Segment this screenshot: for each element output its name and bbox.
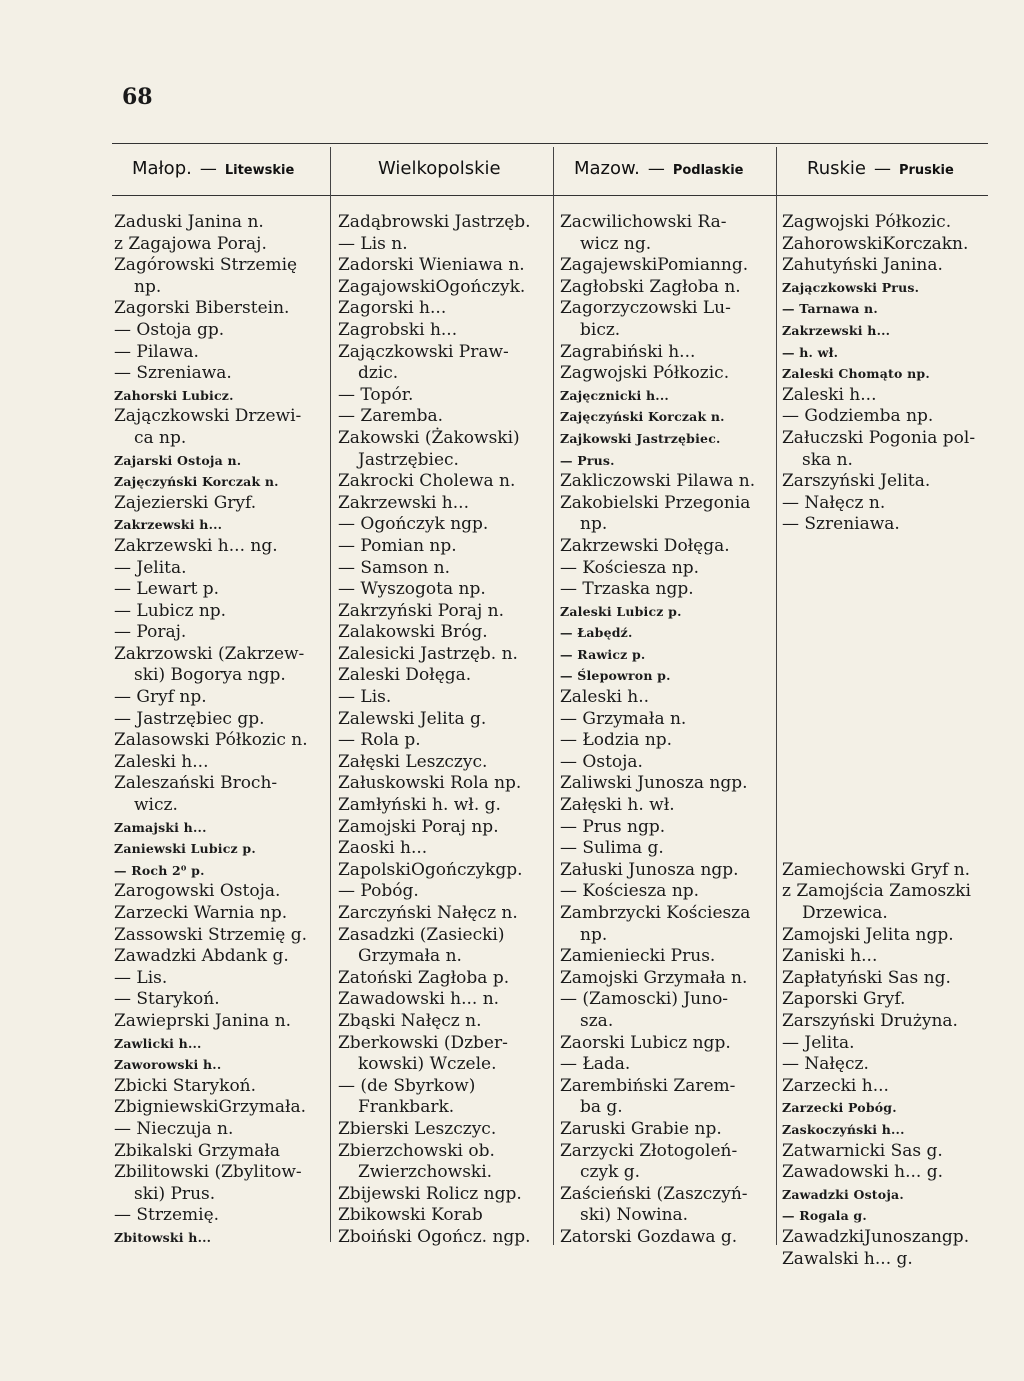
surname-entry: Zamojski Poraj np. — [338, 816, 499, 837]
surname-entry: Zarszyński Jelita. — [782, 471, 931, 492]
surname-entry: Zajarski Ostoja n. — [114, 452, 242, 468]
surname-entry: Zarzecki Warnia np. — [114, 903, 288, 923]
surname-entry: Zakrzewski h... — [782, 322, 891, 338]
surname-entry: — Nałęcz. — [782, 1054, 869, 1075]
surname-entry: Zarzycki Złotogoleń- — [560, 1140, 738, 1161]
column-gap — [782, 709, 988, 731]
surname-entry: — Samson n. — [338, 557, 450, 578]
surname-entry: Zajęczyński Korczak n. — [560, 409, 725, 425]
column-gap — [782, 601, 988, 623]
surname-entry: Zaoski h... — [338, 838, 428, 859]
surname-entry: Zajęczyński Korczak n. — [114, 474, 279, 490]
surname-entry: Zatoński Zagłoba p. — [338, 967, 510, 988]
surname-entry: — Grzymała n. — [560, 708, 687, 729]
surname-entry: Zarszyński Drużyna. — [782, 1010, 958, 1031]
column-gap — [782, 622, 988, 644]
surname-entry: ska n. — [802, 449, 853, 470]
surname-entry: Zaorski Lubicz ngp. — [560, 1032, 731, 1053]
surname-entry: Zaporski Gryf. — [782, 989, 906, 1010]
column-gap — [782, 773, 988, 795]
surname-entry: — Godziemba np. — [782, 406, 934, 427]
surname-entry: — Szreniawa. — [782, 514, 900, 535]
page-number: 68 — [122, 84, 153, 110]
surname-entry: — (de Sbyrkow) — [338, 1075, 476, 1096]
surname-entry: Zajezierski Gryf. — [114, 492, 257, 513]
surname-entry: Zbicki Starykoń. — [114, 1075, 257, 1096]
surname-entry: ski) Prus. — [134, 1183, 216, 1204]
column-header-4 — [807, 158, 954, 188]
surname-column-mazowieckie — [560, 212, 772, 1249]
column-gap — [782, 558, 988, 580]
header-dash: — — [873, 159, 891, 179]
surname-entry: — Łabędź. — [560, 625, 633, 641]
surname-entry: — Pobóg. — [338, 881, 419, 902]
surname-entry: — Tarnawa n. — [782, 301, 878, 317]
surname-entry: Zahorski Lubicz. — [114, 387, 234, 403]
header-sub: Podlaskie — [672, 163, 744, 178]
surname-entry: Zbijewski Rolicz ngp. — [338, 1183, 522, 1204]
surname-entry: Zatorski Gozdawa g. — [560, 1226, 738, 1247]
surname-entry: ZagajewskiPomianng. — [560, 255, 749, 276]
surname-entry: — Gryf np. — [114, 687, 207, 708]
surname-entry: — (Zamoscki) Juno- — [560, 989, 729, 1010]
surname-entry: Zakrzyński Poraj n. — [338, 600, 505, 621]
surname-entry: Jastrzębiec. — [358, 449, 459, 470]
surname-entry: — Lis n. — [338, 233, 408, 254]
surname-entry: Zaleski Lubicz p. — [560, 603, 682, 619]
surname-entry: — Nieczuja n. — [114, 1118, 234, 1139]
header-dash: — — [647, 159, 665, 179]
column-gap — [782, 817, 988, 839]
surname-entry: Zalakowski Bróg. — [338, 622, 488, 643]
surname-entry: Zagrabiński h... — [560, 341, 696, 362]
surname-entry: Zarembiński Zarem- — [560, 1075, 736, 1096]
surname-entry: Zbitowski h... — [114, 1229, 212, 1245]
header-sub: Litewskie — [224, 163, 295, 178]
surname-entry: Drzewica. — [802, 903, 888, 923]
surname-entry: Zamieniecki Prus. — [560, 946, 716, 967]
surname-entry: — Ogończyk ngp. — [338, 514, 489, 535]
surname-entry: Zalewski Jelita g. — [338, 708, 487, 729]
surname-entry: Zbierzchowski ob. — [338, 1140, 495, 1161]
column-divider — [330, 147, 331, 1242]
surname-entry: czyk g. — [580, 1162, 641, 1183]
surname-entry: — Jastrzębiec gp. — [114, 708, 265, 729]
surname-entry: Zarogowski Ostoja. — [114, 881, 281, 902]
surname-entry: — Ślepowron p. — [560, 668, 671, 684]
surname-entry: ZagajowskiOgończyk. — [338, 276, 526, 297]
surname-entry: Zaleski h.. — [560, 687, 650, 708]
surname-entry: np. — [134, 276, 162, 297]
surname-entry: — Szreniawa. — [114, 363, 232, 384]
surname-entry: Zagrobski h... — [338, 319, 458, 340]
surname-entry: Zambrzycki Kościesza — [560, 903, 751, 923]
surname-entry: np. — [580, 924, 608, 945]
surname-entry: Zamojski Grzymała n. — [560, 967, 748, 988]
surname-entry: Zamajski h... — [114, 819, 207, 835]
surname-entry: — Lewart p. — [114, 579, 220, 600]
surname-entry: Zbąski Nałęcz n. — [338, 1010, 482, 1031]
surname-entry: Zahutyński Janina. — [782, 255, 943, 276]
surname-entry: — Lis. — [338, 687, 392, 708]
surname-entry: np. — [580, 514, 608, 535]
surname-entry: sza. — [580, 1010, 614, 1031]
column-header-3 — [574, 158, 743, 188]
surname-entry: Zaścieński (Zaszczyń- — [560, 1183, 748, 1204]
surname-entry: Zawadzki Abdank g. — [114, 946, 289, 967]
column-gap — [782, 644, 988, 666]
surname-entry: — Lubicz np. — [114, 600, 227, 621]
surname-entry: — Trzaska ngp. — [560, 579, 694, 600]
surname-entry: — Prus ngp. — [560, 816, 666, 837]
surname-entry: Załęski Leszczyc. — [338, 751, 488, 772]
surname-entry: Zberkowski (Dzber- — [338, 1032, 508, 1053]
surname-entry: — Łada. — [560, 1054, 631, 1075]
surname-entry: Zakowski (Żakowski) — [338, 427, 520, 448]
column-header-1 — [132, 158, 294, 188]
surname-entry: — Jelita. — [782, 1032, 855, 1053]
surname-entry: Zawadowski h... n. — [338, 989, 500, 1010]
surname-entry: Załuskowski Rola np. — [338, 773, 522, 794]
surname-entry: Zawadowski h... g. — [782, 1162, 944, 1183]
surname-entry: Zbikowski Korab — [338, 1205, 483, 1226]
surname-entry: Zamojski Jelita ngp. — [782, 924, 954, 945]
surname-entry: Zadorski Wieniawa n. — [338, 255, 525, 276]
surname-entry: Zawlicki h... — [114, 1035, 202, 1051]
surname-entry: — Topór. — [338, 384, 414, 405]
column-gap — [782, 838, 988, 860]
column-gap — [782, 536, 988, 558]
column-gap — [782, 752, 988, 774]
surname-entry: Zaleski Dołęga. — [338, 665, 472, 686]
surname-entry: Zagwojski Półkozic. — [560, 363, 730, 384]
surname-entry: — h. wł. — [782, 344, 839, 360]
surname-entry: Zaworowski h.. — [114, 1057, 222, 1073]
surname-entry: — Wyszogota np. — [338, 579, 486, 600]
surname-entry: Zaleski h... — [114, 751, 209, 772]
header-dash: — — [199, 159, 217, 179]
surname-entry: Zakrocki Cholewa n. — [338, 471, 516, 492]
top-rule — [112, 143, 988, 144]
surname-entry: Zagórowski Strzemię — [114, 255, 298, 276]
surname-entry: Zassowski Strzemię g. — [114, 924, 307, 945]
surname-entry: Zwierzchowski. — [358, 1162, 493, 1183]
surname-entry: Zakrzewski h... — [338, 492, 469, 513]
surname-entry: Zaleski h... — [782, 384, 877, 405]
surname-entry: Zawadzki Ostoja. — [782, 1186, 904, 1202]
surname-entry: Zapłatyński Sas ng. — [782, 967, 951, 988]
surname-entry: Zaskoczyński h... — [782, 1121, 905, 1137]
surname-entry: Zakrzewski Dołęga. — [560, 535, 730, 556]
surname-entry: — Pomian np. — [338, 535, 457, 556]
surname-entry: Zbierski Leszczyc. — [338, 1118, 497, 1139]
surname-entry: z Zagajowa Poraj. — [114, 233, 267, 254]
surname-entry: — Zaremba. — [338, 406, 444, 427]
surname-entry: Zakrzewski h... ng. — [114, 535, 278, 556]
surname-entry: Zaduski Janina n. — [114, 212, 264, 232]
surname-entry: — Łodzia np. — [560, 730, 673, 751]
surname-entry: Zadąbrowski Jastrzęb. — [338, 212, 531, 232]
surname-entry: Zalasowski Półkozic n. — [114, 730, 308, 751]
surname-entry: — Rola p. — [338, 730, 421, 751]
surname-entry: Zakrzowski (Zakrzew- — [114, 643, 305, 664]
surname-entry: Zakobielski Przegonia — [560, 492, 751, 513]
surname-entry: ZahorowskiKorczakn. — [782, 233, 969, 254]
surname-entry: Załęski h. wł. — [560, 795, 675, 816]
surname-entry: ba g. — [580, 1097, 623, 1118]
surname-entry: Zamiechowski Gryf n. — [782, 859, 971, 880]
surname-entry: ca np. — [134, 427, 187, 448]
column-header-2 — [378, 158, 501, 188]
surname-entry: z Zamojścia Zamoszki — [782, 881, 971, 902]
surname-entry: wicz ng. — [580, 233, 652, 254]
surname-entry: — Pilawa. — [114, 341, 199, 362]
surname-entry: Zatwarnicki Sas g. — [782, 1140, 943, 1161]
surname-entry: Zaniewski Lubicz p. — [114, 841, 256, 857]
surname-entry: Zaleszański Broch- — [114, 773, 278, 794]
surname-entry: ZawadzkiJunoszangp. — [782, 1226, 970, 1247]
column-gap — [782, 795, 988, 817]
surname-entry: Grzymała n. — [358, 946, 462, 967]
header-main: Ruskie — [807, 158, 866, 179]
surname-entry: Zarzecki Pobóg. — [782, 1100, 897, 1116]
surname-entry: Załuski Junosza ngp. — [560, 859, 739, 880]
surname-entry: Zbikalski Grzymała — [114, 1140, 281, 1161]
surname-entry: dzic. — [358, 363, 399, 384]
surname-entry: Zalesicki Jastrzęb. n. — [338, 643, 518, 664]
header-sub: Pruskie — [898, 163, 954, 178]
surname-entry: bicz. — [580, 319, 621, 340]
surname-entry: Zajączkowski Prus. — [782, 279, 920, 295]
surname-entry: kowski) Wczele. — [358, 1054, 497, 1075]
surname-entry: — Rawicz p. — [560, 646, 646, 662]
column-gap — [782, 730, 988, 752]
surname-entry: Zarczyński Nałęcz n. — [338, 903, 518, 923]
surname-entry: Zacwilichowski Ra- — [560, 212, 727, 232]
surname-entry: Frankbark. — [358, 1097, 455, 1118]
surname-entry: — Ostoja. — [560, 751, 643, 772]
surname-entry: — Roch 2⁰ p. — [114, 862, 205, 878]
surname-entry: — Kościesza np. — [560, 557, 700, 578]
surname-entry: Zaniski h... — [782, 946, 878, 967]
surname-entry: Zawalski h... g. — [782, 1248, 913, 1269]
surname-entry: Zakrzewski h... — [114, 517, 223, 533]
surname-entry: Zajączkowski Drzewi- — [114, 406, 302, 427]
surname-entry: — Starykoń. — [114, 989, 220, 1010]
column-divider — [553, 147, 554, 1245]
surname-entry: ski) Nowina. — [580, 1205, 689, 1226]
surname-entry: Zagłobski Zagłoba n. — [560, 276, 741, 297]
surname-entry: — Sulima g. — [560, 838, 664, 859]
surname-entry: Zaliwski Junosza ngp. — [560, 773, 748, 794]
surname-entry: Zaleski Chomąto np. — [782, 366, 930, 382]
header-main: Mazow. — [574, 158, 640, 179]
surname-entry: — Poraj. — [114, 622, 187, 643]
surname-entry: Zaruski Grabie np. — [560, 1118, 722, 1139]
surname-column-malopolskie — [114, 212, 326, 1249]
surname-entry: Zagorski h... — [338, 298, 447, 319]
header-rule — [112, 195, 988, 196]
surname-entry: — Kościesza np. — [560, 881, 700, 902]
surname-entry: ZapolskiOgończykgp. — [338, 859, 523, 880]
column-gap — [782, 665, 988, 687]
surname-entry: Zagorski Biberstein. — [114, 298, 290, 319]
surname-entry: Załuczski Pogonia pol- — [782, 427, 976, 448]
surname-entry: wicz. — [134, 795, 178, 816]
surname-entry: Zamłyński h. wł. g. — [338, 795, 501, 816]
surname-entry: Zagorzyczowski Lu- — [560, 298, 731, 319]
surname-entry: — Rogala g. — [782, 1208, 867, 1224]
surname-entry: — Jelita. — [114, 557, 187, 578]
surname-entry: — Ostoja gp. — [114, 319, 225, 340]
surname-entry: Zajączkowski Praw- — [338, 341, 509, 362]
surname-entry: — Strzemię. — [114, 1205, 220, 1226]
surname-entry: Zasadzki (Zasiecki) — [338, 924, 505, 945]
surname-entry: — Lis. — [114, 967, 168, 988]
surname-entry: Zarzecki h... — [782, 1075, 889, 1096]
header-main: Wielkopolskie — [378, 158, 501, 179]
surname-entry: Zagwojski Półkozic. — [782, 212, 952, 232]
surname-column-ruskie — [782, 212, 988, 1270]
column-gap — [782, 579, 988, 601]
surname-entry: — Nałęcz n. — [782, 492, 886, 513]
surname-entry: Zbilitowski (Zbylitow- — [114, 1162, 302, 1183]
surname-entry: ZbigniewskiGrzymała. — [114, 1097, 307, 1118]
surname-entry: Zawieprski Janina n. — [114, 1010, 292, 1031]
surname-entry: ski) Bogorya ngp. — [134, 665, 286, 686]
surname-entry: Zajęcznicki h... — [560, 387, 669, 403]
surname-entry: Zajkowski Jastrzębiec. — [560, 430, 721, 446]
column-gap — [782, 687, 988, 709]
surname-entry: Zakliczowski Pilawa n. — [560, 471, 756, 492]
surname-column-wielkopolskie — [338, 212, 550, 1249]
column-divider — [776, 147, 777, 1245]
surname-entry: — Prus. — [560, 452, 615, 468]
header-main: Małop. — [132, 158, 192, 179]
surname-entry: Zboiński Ogończ. ngp. — [338, 1226, 531, 1247]
